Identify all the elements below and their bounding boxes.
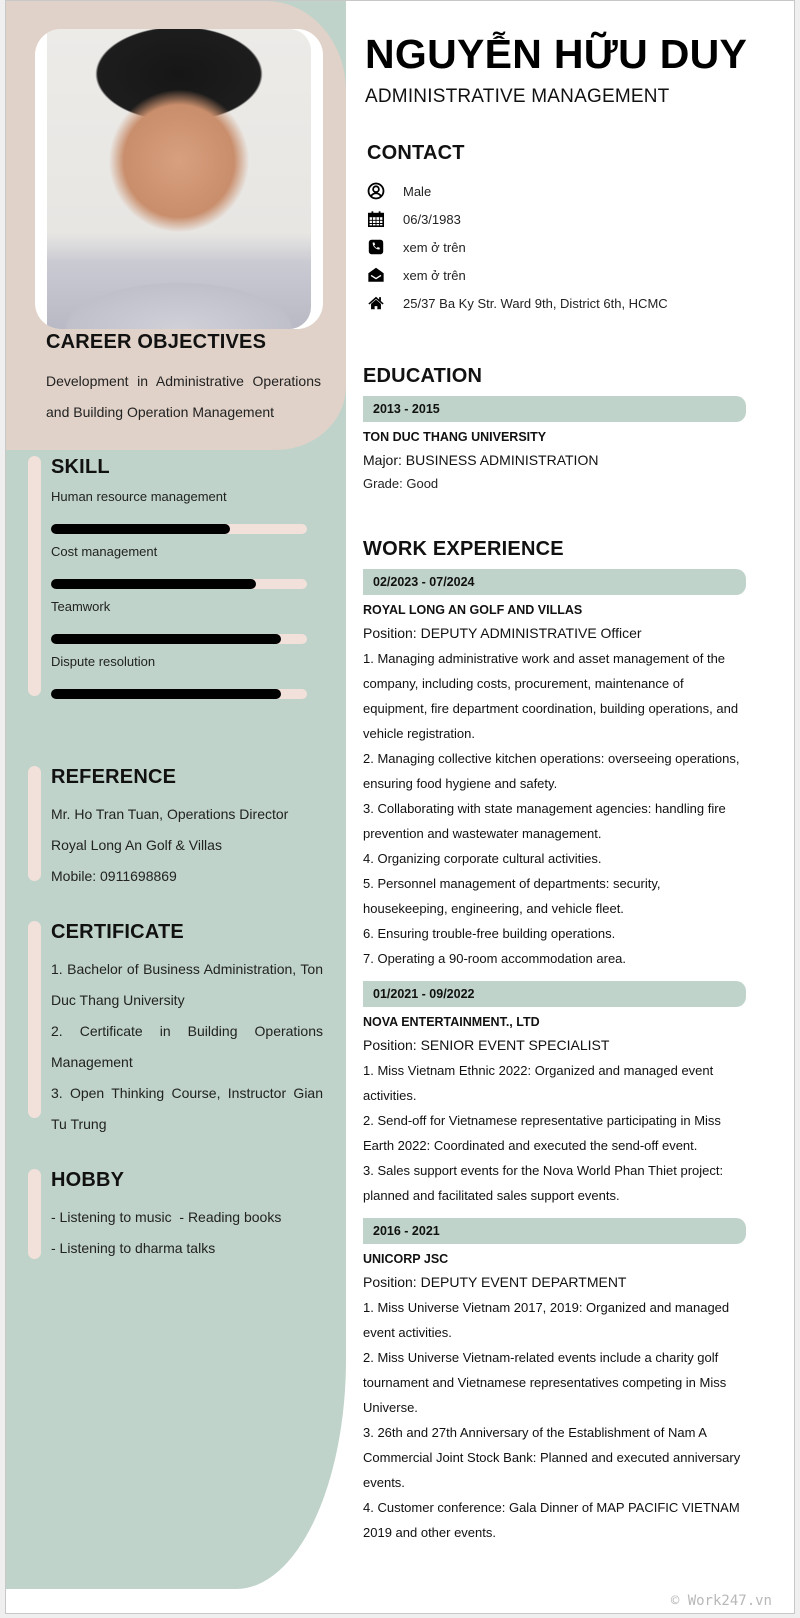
job-position: Position: DEPUTY ADMINISTRATIVE Officer [363,625,642,641]
job-duty: 4. Organizing corporate cultural activities. [363,851,602,866]
contact-value: 06/3/1983 [403,211,461,227]
contact-value: Male [403,183,432,199]
watermark: © Work247.vn [670,1593,772,1609]
hobby-section [28,1169,323,1264]
job-duty: 2. Miss Universe Vietnam-related events include a charity golf tournament and Vietnamese representatives competing in Miss Universe. [363,1350,727,1415]
contact-value: xem ở trên [403,239,466,255]
job-entry [363,569,746,971]
certificate-section [28,921,323,1140]
reference-line: Royal Long An Golf & Villas [51,837,222,853]
job-duty: 4. Customer conference: Gala Dinner of MAP PACIFIC VIETNAM 2019 and other events. [363,1500,740,1540]
home-icon [367,294,385,312]
job-entry [363,1218,746,1545]
skill-progress-fill [51,524,230,534]
skill-name: Cost management [51,544,158,559]
section-accent-bar [28,456,41,696]
profile-photo-frame [35,29,323,329]
contact-list [367,177,668,317]
education-section [363,365,746,495]
skill-progress-fill [51,689,281,699]
skill-progress-bar [51,579,307,589]
career-objectives-title: CAREER OBJECTIVES [46,331,267,353]
job-duty: 5. Personnel management of departments: security, housekeeping, engineering, and vehicle fleet. [363,876,661,916]
envelope-open-icon [367,266,385,284]
job-duty: 7. Operating a 90-room accommodation area. [363,951,627,966]
education-school: TON DUC THANG UNIVERSITY [363,430,547,444]
job-entry [363,981,746,1208]
job-duty: 2. Managing collective kitchen operations: overseeing operations, ensuring food hygiene and safety. [363,751,740,791]
work-experience-title: WORK EXPERIENCE [363,538,564,560]
job-duty: 3. Sales support events for the Nova World Phan Thiet project: planned and facilitated sales support events. [363,1163,724,1203]
job-duty: 2. Send-off for Vietnamese representative participating in Miss Earth 2022: Coordinated and executed the send-off event. [363,1113,721,1153]
job-company: NOVA ENTERTAINMENT., LTD [363,1015,540,1029]
skill-progress-bar [51,634,307,644]
reference-title: REFERENCE [51,766,177,788]
cv-page [5,0,795,1614]
candidate-name: NGUYỄN HỮU DUY [365,31,748,77]
education-period: 2013 - 2015 [363,396,746,422]
contact-title: CONTACT [367,142,465,164]
job-duty: 3. Collaborating with state management agencies: handling fire prevention and wastewater management. [363,801,726,841]
job-period: 01/2021 - 09/2022 [363,981,746,1007]
job-position: Position: SENIOR EVENT SPECIALIST [363,1037,610,1053]
phone-icon [367,238,385,256]
contact-gender [367,177,668,205]
work-experience-section [363,538,746,1555]
career-objectives-text: Development in Administrative Operations and Building Operation Management [46,373,321,420]
career-objectives-section [46,331,321,428]
job-period: 2016 - 2021 [363,1218,746,1244]
hobby-title: HOBBY [51,1169,125,1191]
skill-progress-fill [51,634,281,644]
certificate-title: CERTIFICATE [51,921,184,943]
contact-value: xem ở trên [403,267,466,283]
reference-section [28,766,323,892]
hobby-line: - Listening to music - Reading books [51,1209,282,1225]
skill-name: Human resource management [51,489,227,504]
job-duty: 1. Miss Vietnam Ethnic 2022: Organized and managed event activities. [363,1063,714,1103]
profile-photo [47,29,311,329]
skill-progress-fill [51,579,256,589]
certificate-item: 1. Bachelor of Business Administration, Ton Duc Thang University [51,961,323,1008]
skill-progress-bar [51,689,307,699]
hobby-line: - Listening to dharma talks [51,1240,216,1256]
job-duty: 1. Miss Universe Vietnam 2017, 2019: Organized and managed event activities. [363,1300,730,1340]
reference-line: Mr. Ho Tran Tuan, Operations Director [51,806,289,822]
jobs-list [363,569,746,1545]
section-accent-bar [28,1169,41,1259]
job-duty: 3. 26th and 27th Anniversary of the Establishment of Nam A Commercial Joint Stock Bank: Planned and executed anniversary events. [363,1425,741,1490]
skill-section [28,456,323,699]
job-company: UNICORP JSC [363,1252,449,1266]
contact-value: 25/37 Ba Ky Str. Ward 9th, District 6th, HCMC [403,295,668,311]
job-duty: 1. Managing administrative work and asset management of the company, including costs, procurement, maintenance of equipment, fire department coordination, building operations, and vehicle registration. [363,651,739,741]
job-duty: 6. Ensuring trouble-free building operations. [363,926,616,941]
candidate-role: ADMINISTRATIVE MANAGEMENT [365,86,670,107]
skill-progress-bar [51,524,307,534]
certificate-item: 3. Open Thinking Course, Instructor Gian Tu Trung [51,1085,323,1132]
section-accent-bar [28,766,41,881]
skills-list [51,487,323,699]
skill-name: Dispute resolution [51,654,156,669]
job-period: 02/2023 - 07/2024 [363,569,746,595]
job-company: ROYAL LONG AN GOLF AND VILLAS [363,603,583,617]
education-grade: Grade: Good [363,476,439,491]
reference-line: Mobile: 0911698869 [51,868,177,884]
contact-phone [367,233,668,261]
skill-name: Teamwork [51,599,111,614]
contact-email [367,261,668,289]
certificate-item: 2. Certificate in Building Operations Management [51,1023,323,1070]
contact-address [367,289,668,317]
section-accent-bar [28,921,41,1118]
education-major: Major: BUSINESS ADMINISTRATION [363,452,599,468]
calendar-icon [367,210,385,228]
education-title: EDUCATION [363,365,483,387]
job-position: Position: DEPUTY EVENT DEPARTMENT [363,1274,627,1290]
contact-birthdate [367,205,668,233]
skill-title: SKILL [51,456,110,478]
user-circle-icon [367,182,385,200]
